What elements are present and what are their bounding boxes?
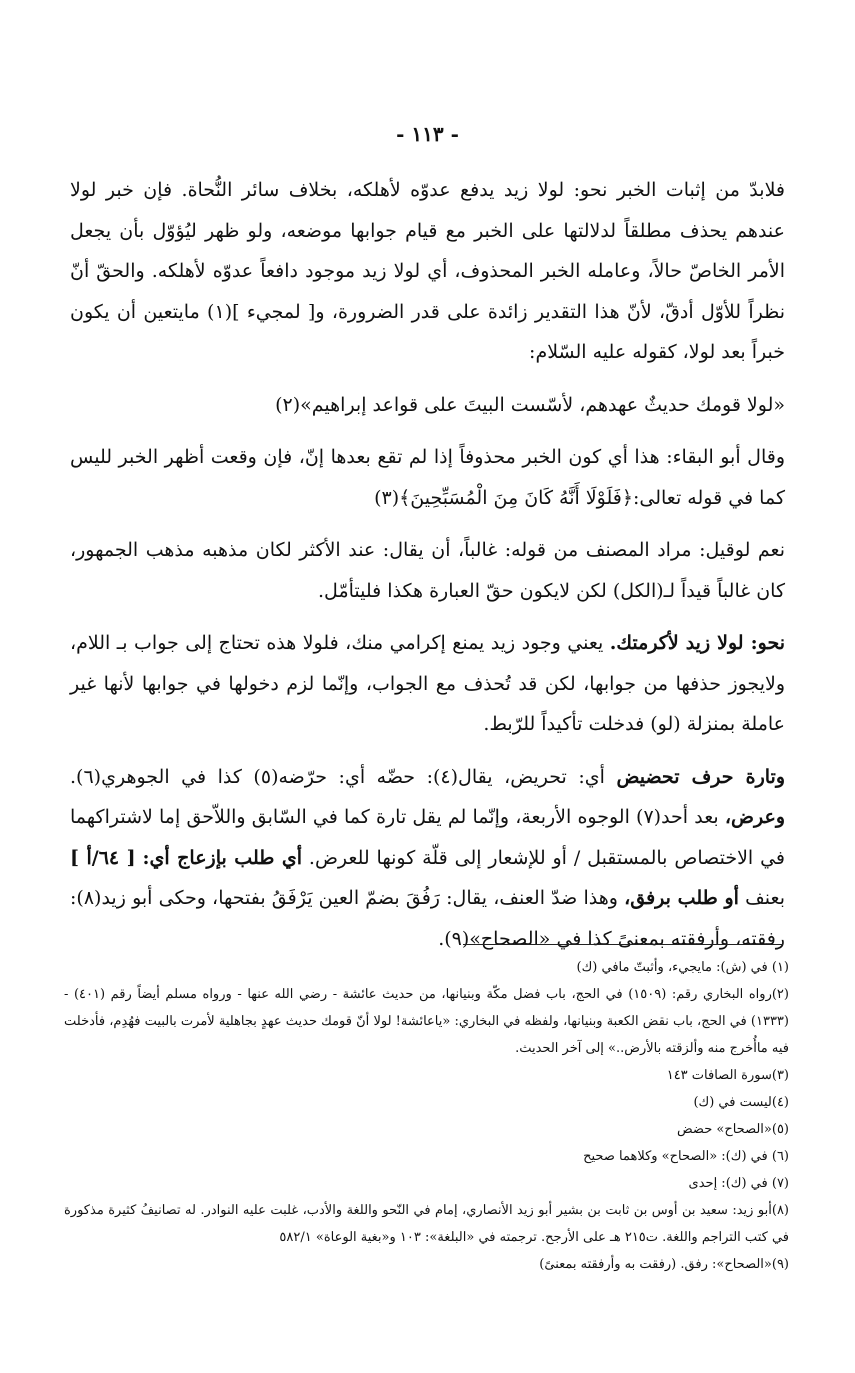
bold-talab: أي طلب بإزعاج أي: bbox=[142, 846, 302, 869]
paragraph-example bbox=[70, 623, 785, 745]
bold-tahdid: وتارة حرف تحضيض bbox=[616, 765, 786, 788]
bold-barifq: أو طلب برفق، bbox=[624, 887, 739, 909]
footnote-9: (٩)«الصحاح»: رفق. (رفقت به وأرفقته بمعنىً) bbox=[539, 1257, 789, 1272]
bi-unf: بعنف bbox=[745, 887, 785, 909]
folio-marker: [ ٦٤/أ ] bbox=[70, 846, 136, 869]
main-text bbox=[70, 170, 785, 959]
hadith-quote: «لولا قومك حديثٌ عهدهم، لأسّست البيتَ على قواعد إبراهيم»(٢) bbox=[275, 393, 785, 416]
paragraph-tahdid bbox=[70, 757, 785, 960]
footnote-2: (٢)رواه البخاري رقم: (١٥٠٩) في الحج، باب فضل مكّة وبنيانها، من حديث عائشة - رضي الله عنها - ورواه مسلم أيضاً رقم (٤٠١) - (١٣٣٣) في الحج، باب نقض الكعبة وبنيانها، ولفظه في البخاري: «ياعائشة! لولا أنّ قومك حديث عهدٍ بجاهلية لأمرت بالبيت فهُدِم، فأدخلت فيه ماأُخرج منه وألزقته بالأرض..» إلى آخر الحديث. bbox=[64, 987, 789, 1056]
paragraph-1: فلابدّ من إثبات الخبر نحو: لولا زيد يدفع عدوّه لأهلكه، بخلاف سائر النُّحاة. فإن خبر لولا عندهم يحذف مطلقاً لدلالتها على الخبر مع قيام جوابها موضعه، ولو ظهر ليُؤوّل بأن يجعل الأمر الخاصّ حالاً، وعامله الخبر المحذوف، أي لولا زيد موجود دافعاً عدوّه لأهلكه. والحقّ أنّ نظراً للأوّل أدقّ، لأنّ هذا التقدير زائدة على قدر الضرورة، و[ لمجيء ](١) مايتعين أن يكون خبراً بعد لولا، كقوله عليه السّلام: bbox=[70, 179, 785, 363]
tahdid-explanation: أي: تحريض، يقال(٤): حضّه أي: حرّضه(٥) كذا في الجوهري(٦). bbox=[70, 765, 605, 788]
example-explanation: يعني وجود زيد يمنع إكرامي منك، فلولا هذه تحتاج إلى جواب بـ اللام، ولايجوز حذفها من جوابها، لكن قد تُحذف مع الجواب، وإنّما لزم دخولها في جوابها لأنها غير عاملة بمنزلة (لو) فدخلت تأكيداً للرّبط. bbox=[70, 632, 785, 735]
ard-explanation: بعد أحد(٧) الوجوه الأربعة، وإنّما لم يقل تارة كما في السّابق واللاّحق إما لاشتراكهما في الاختصاص بالمستقبل / أو للإشعار إلى قلّة كونها للعرض. bbox=[70, 806, 786, 869]
footnote-6: (٦) في (ك): «الصحاح» وكلاهما صحيح bbox=[583, 1149, 789, 1164]
paragraph-abu-albaqa: وقال أبو البقاء: هذا أي كون الخبر محذوفاً إذا لم تقع بعدها إنّ، فإن وقعت أظهر الخبر لليس كما في قوله تعالى:﴿فَلَوْلَا أَنَّهُ كَانَ مِنَ الْمُسَبِّحِينَ﴾(٣) bbox=[70, 446, 785, 509]
page-number: - ١١٣ - bbox=[396, 122, 459, 146]
bold-example: نحو: لولا زيد لأكرمتك. bbox=[609, 632, 785, 654]
footnote-3: (٣)سورة الصافات ١٤٣ bbox=[666, 1068, 789, 1083]
rifq-explanation: وهذا ضدّ العنف، يقال: رَفُقَ بضمّ العين يَرْفَقُ بفتحها، وحكى أبو زيد(٨): رفقته، وأرفقته بمعنىً كذا في «الصحاح»(٩). bbox=[70, 887, 785, 950]
footnotes bbox=[64, 954, 789, 1278]
footnote-4: (٤)ليست في (ك) bbox=[693, 1095, 789, 1110]
footnote-5: (٥)«الصحاح» حضض bbox=[677, 1122, 789, 1137]
footnote-1: (١) في (ش): مايجيء، وأثبتّ مافي (ك) bbox=[576, 960, 789, 975]
footnote-7: (٧) في (ك): إحدى bbox=[688, 1176, 789, 1191]
paragraph-naam: نعم لوقيل: مراد المصنف من قوله: غالباً، أن يقال: عند الأكثر لكان مذهبه مذهب الجمهور، كان غالباً قيداً لـ(الكل) لكن لايكون حقّ العبارة هكذا فليتأمّل. bbox=[70, 539, 785, 602]
footnote-divider bbox=[463, 944, 783, 945]
footnote-8: (٨)أبو زيد: سعيد بن أوس بن ثابت بن بشير أبو زيد الأنصاري، إمام في النّحو واللغة والأدب، غلبت عليه النوادر. له تصانيفُ كثيرة مذكورة في كتب التراجم واللغة. ت٢١٥ هـ على الأرجح. ترجمته في «البلغة»: ١٠٣ و«بغية الوعاة» ٥٨٢/١ bbox=[64, 1203, 789, 1245]
bold-ard: وعرض، bbox=[724, 806, 785, 828]
